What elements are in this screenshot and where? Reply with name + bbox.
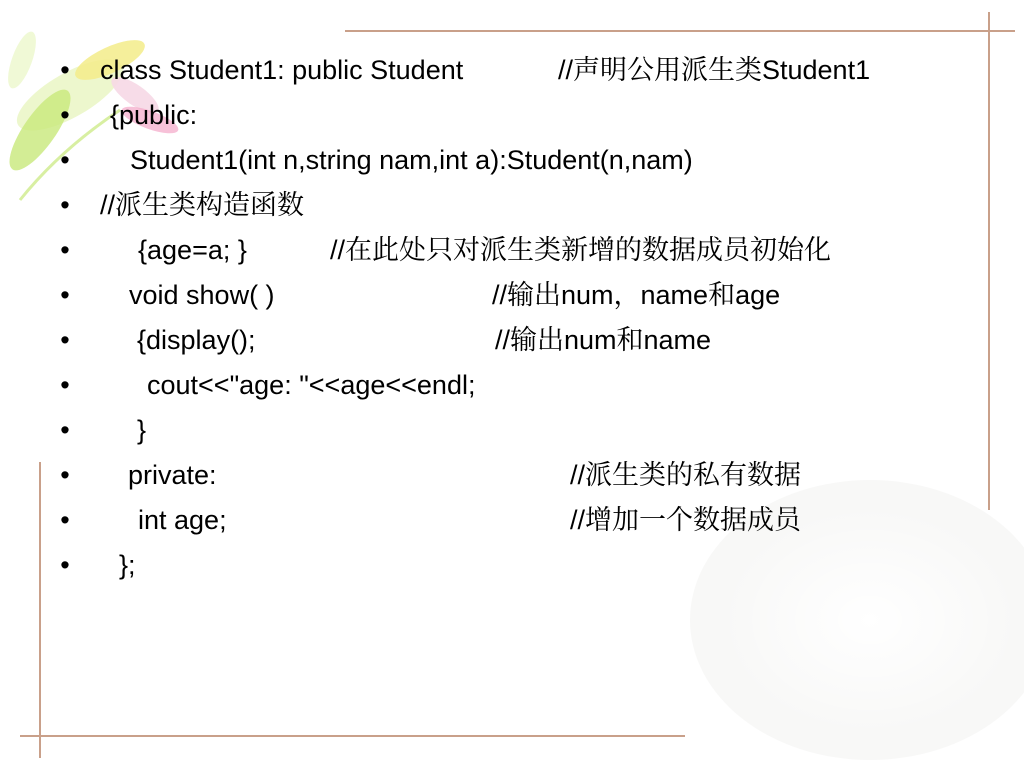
left-rule — [39, 462, 41, 758]
bullet-dot: • — [60, 235, 70, 265]
bullet-dot: • — [60, 100, 70, 130]
comment-text: //输出num，name和age — [492, 280, 781, 310]
code-text: {public: — [110, 100, 198, 130]
list-item — [58, 228, 988, 273]
top-rule — [345, 30, 1015, 32]
comment-text: //增加一个数据成员 — [570, 505, 802, 535]
bullet-dot: • — [60, 460, 70, 490]
code-listing — [58, 48, 988, 588]
bullet-dot: • — [60, 190, 70, 220]
comment-text: //派生类的私有数据 — [570, 460, 802, 490]
right-rule — [988, 12, 990, 510]
code-text: class Student1: public Student — [100, 55, 464, 85]
list-item — [58, 93, 988, 138]
code-text: void show( ) — [129, 280, 275, 310]
comment-text: //派生类构造函数 — [100, 190, 305, 220]
bullet-dot: • — [60, 145, 70, 175]
bullet-dot: • — [60, 280, 70, 310]
bullet-dot: • — [60, 325, 70, 355]
code-text: private: — [128, 460, 217, 490]
list-item — [58, 453, 988, 498]
code-text: int age; — [138, 505, 227, 535]
comment-text: //输出num和name — [495, 325, 712, 355]
code-text: } — [137, 415, 147, 445]
list-item — [58, 363, 988, 408]
list-item — [58, 183, 988, 228]
code-text: cout<<"age: "<<age<<endl; — [147, 370, 476, 400]
list-item — [58, 498, 988, 543]
list-item — [58, 48, 988, 93]
code-text: {display(); — [137, 325, 256, 355]
bottom-rule — [20, 735, 685, 737]
code-text: {age=a; } — [138, 235, 247, 265]
bullet-dot: • — [60, 505, 70, 535]
bullet-dot: • — [60, 55, 70, 85]
code-text: }; — [119, 550, 136, 580]
comment-text: //声明公用派生类Student1 — [558, 55, 871, 85]
code-text: Student1(int n,string nam,int a):Student(n,nam) — [130, 145, 693, 175]
bullet-dot: • — [60, 550, 70, 580]
bullet-dot: • — [60, 415, 70, 445]
list-item — [58, 273, 988, 318]
list-item — [58, 138, 988, 183]
comment-text: //在此处只对派生类新增的数据成员初始化 — [330, 235, 832, 265]
bullet-dot: • — [60, 370, 70, 400]
list-item — [58, 318, 988, 363]
list-item — [58, 408, 988, 453]
list-item — [58, 543, 988, 588]
